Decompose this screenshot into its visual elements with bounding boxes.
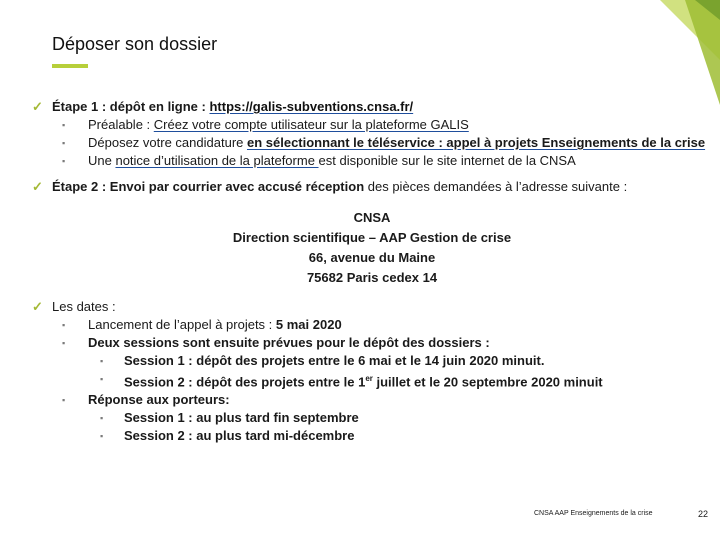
superscript: er (365, 374, 373, 383)
checkmark-icon: ✓ (32, 99, 43, 114)
address-line: CNSA (353, 210, 391, 225)
list-item (32, 134, 712, 152)
bullet-icon: ▪ (100, 374, 104, 384)
address-line: 66, avenue du Maine (308, 250, 436, 265)
bullet-icon: ▪ (100, 356, 104, 366)
session1-text: Session 1 : dépôt des (124, 353, 262, 368)
response1-text: Session 1 : au plus tard fin septembre (124, 410, 359, 426)
response2-text: Session 2 : au plus tard mi-décembre (124, 428, 355, 444)
launch-date: 5 mai 2020 (275, 317, 342, 332)
session2-dates-end: juillet et le 20 septembre 2020 minuit (372, 374, 603, 390)
step1-line (32, 98, 712, 116)
galis-link[interactable]: https://galis-subventions.cnsa.fr/ (209, 99, 414, 114)
footer-text: CNSA AAP Enseignements de la crise (534, 510, 653, 517)
item-text: Préalable : (88, 117, 154, 132)
list-item (32, 334, 712, 352)
session1-dates: projets entre le 6 mai et le 14 juin 2020 minuit. (261, 353, 545, 368)
postal-address (32, 208, 712, 288)
bullet-icon: ▪ (62, 120, 66, 130)
response-label: Réponse aux porteurs: (88, 392, 230, 408)
bullet-icon: ▪ (100, 413, 104, 424)
session2-dates: entre le 1 (308, 374, 366, 390)
bullet-icon: ▪ (62, 320, 66, 330)
dates-label: Les dates : (52, 299, 116, 314)
list-item (32, 116, 712, 134)
bullet-icon: ▪ (62, 138, 66, 148)
list-item (32, 427, 712, 445)
dates-line (32, 298, 712, 316)
address-line: 75682 Paris cedex 14 (306, 270, 438, 285)
list-item (32, 370, 712, 391)
sessions-label: Deux sessions sont ensuite prévues pour le dépôt des dossiers : (88, 335, 490, 350)
bullet-icon: ▪ (62, 156, 66, 166)
decorative-triangles (600, 0, 720, 110)
list-item (32, 316, 712, 334)
item-text: Lancement de l’appel à projets : (88, 317, 276, 332)
item-text: est disponible sur le site internet de la CNSA (318, 153, 576, 168)
create-account-link[interactable]: Créez votre compte utilisateur sur la plateforme GALIS (153, 117, 469, 132)
item-text: Une (88, 153, 116, 168)
slide-body (32, 98, 712, 445)
list-item (32, 152, 712, 170)
teleservice-link[interactable]: en sélectionnant le téléservice : appel à projets Enseignements de la crise (246, 135, 706, 150)
page-title: Déposer son dossier (52, 34, 218, 54)
title-accent-bar (52, 64, 88, 68)
session2-text: Session 2 : dépôt des projets (124, 374, 309, 390)
bullet-icon: ▪ (100, 431, 104, 442)
notice-link[interactable]: notice d’utilisation de la plateforme (115, 153, 319, 168)
step2-line (32, 178, 712, 196)
bullet-icon: ▪ (62, 338, 66, 348)
list-item (32, 409, 712, 427)
page-number: 22 (698, 509, 709, 519)
list-item (32, 352, 712, 370)
address-line: Direction scientifique – AAP Gestion de crise (232, 230, 512, 245)
list-item (32, 391, 712, 409)
checkmark-icon: ✓ (32, 299, 43, 314)
step2-text: des pièces demandées à l’adresse suivante : (364, 179, 628, 194)
step2-label: Étape 2 : Envoi par courrier avec accusé réception (52, 179, 365, 194)
item-text: Déposez votre candidature (88, 135, 247, 150)
bullet-icon: ▪ (62, 395, 66, 406)
checkmark-icon: ✓ (32, 179, 43, 194)
step1-label: Étape 1 : dépôt en ligne : (52, 99, 210, 114)
